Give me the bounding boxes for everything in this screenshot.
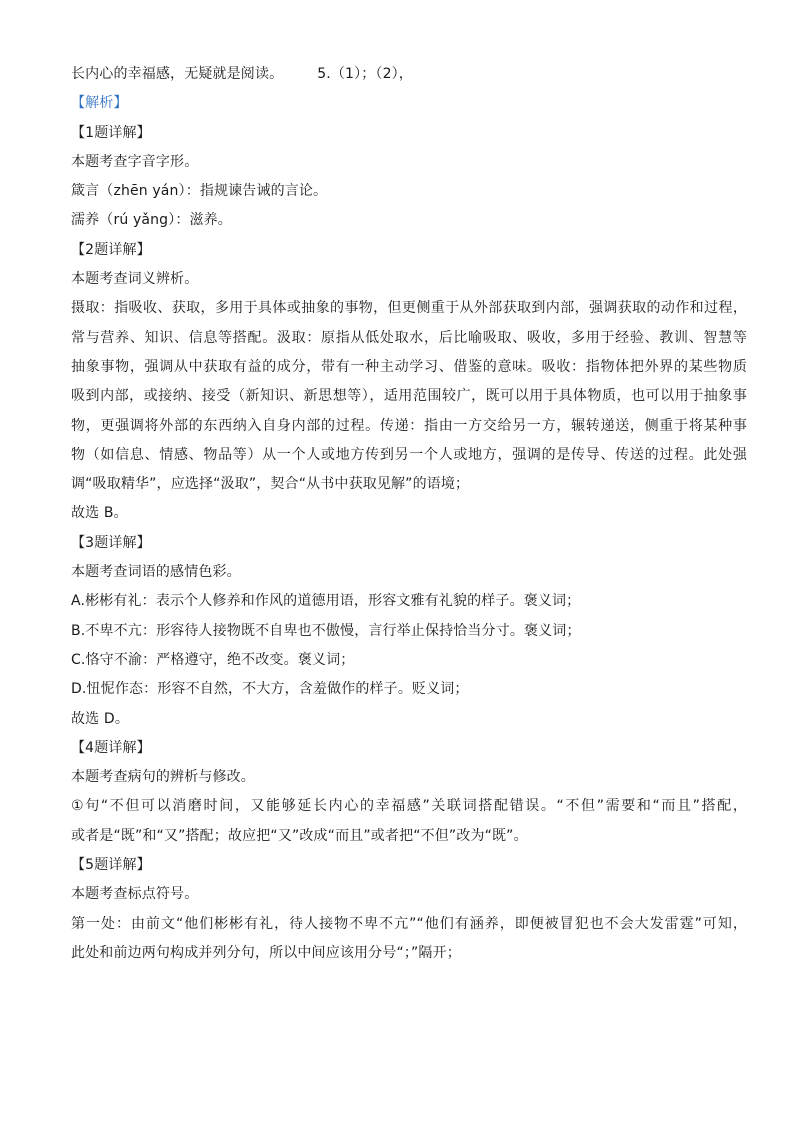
paragraph-line: 吸到内部，或接纳、接受（新知识、新思想等），适用范围较广，既可以用于具体物质，也可以用于抽象事 [71, 388, 747, 405]
paragraph-line: 调“吸取精华”，应选择“汲取”，契合“从书中获取见解”的语境； [71, 476, 470, 493]
answer-text: 长内心的幸福感，无疑就是阅读。 [71, 66, 284, 82]
section-heading-q5: 【5题详解】 [71, 857, 151, 874]
paragraph-line: 本题考查字音字形。 [71, 153, 199, 170]
section-heading-q2: 【2题详解】 [71, 241, 151, 258]
paragraph-line: 抽象事物，强调从中获取有益的成分，带有一种主动学习、借鉴的意味。吸收：指物体把外界的某些物质 [71, 358, 747, 375]
section-heading-q4: 【4题详解】 [71, 739, 151, 756]
section-heading-q1: 【1题详解】 [71, 124, 151, 141]
paragraph-line: 物（如信息、情感、物品等）从一个人或地方传到另一个人或地方，强调的是传导、传送的过程。此处强 [71, 446, 747, 463]
paragraph-line: 常与营养、知识、信息等搭配。汲取：原指从低处取水，后比喻吸取、吸收，多用于经验、教训、智慧等 [71, 329, 747, 346]
option-c-line: C.恪守不渝：严格遵守，绝不改变。褒义词； [71, 651, 355, 668]
answer-line [71, 60, 747, 89]
option-b-line: B.不卑不亢：形容待人接物既不自卑也不傲慢，言行举止保持恰当分寸。褒义词； [71, 622, 581, 639]
paragraph-line: 故选 B。 [71, 505, 128, 522]
paragraph-line: 第一处：由前文“他们彬彬有礼，待人接物不卑不亢”“他们有涵养，即便被冒犯也不会大发雷霆”可知， [71, 915, 747, 932]
paragraph-line: 此处和前边两句构成并列分句，所以中间应该用分号“；”隔开； [71, 944, 461, 961]
paragraph-line: 本题考查词语的感情色彩。 [71, 564, 241, 581]
paragraph-line: 摄取：指吸收、获取，多用于具体或抽象的事物，但更侧重于从外部获取到内部，强调获取的动作和过程， [71, 300, 747, 317]
paragraph-line: 物，更强调将外部的东西纳入自身内部的过程。传递：指由一方交给另一方，辗转递送，侧重于将某种事 [71, 417, 747, 434]
paragraph-line: 濡养（rú yǎng）：滋养。 [71, 212, 232, 229]
paragraph-line: 或者是“既”和“又”搭配；故应把“又”改成“而且”或者把“不但”改为“既”。 [71, 827, 528, 844]
paragraph-line: ①句“不但可以消磨时间，又能够延长内心的幸福感”关联词搭配错误。“不但”需要和“而且”搭配， [71, 798, 747, 815]
paragraph-line: 本题考查标点符号。 [71, 886, 199, 903]
paragraph-line: 本题考查词义辨析。 [71, 271, 199, 288]
option-d-line: D.忸怩作态：形容不自然，不大方，含羞做作的样子。贬义词； [71, 681, 469, 698]
paragraph-line: 箴言（zhēn yán）：指规谏告诫的言论。 [71, 183, 328, 200]
paragraph-line: 本题考查病句的辨析与修改。 [71, 769, 255, 786]
paragraph-line: 故选 D。 [71, 710, 129, 727]
section-heading-q3: 【3题详解】 [71, 534, 151, 551]
document-page [71, 60, 747, 968]
analysis-heading: 【解析】 [71, 95, 128, 112]
option-a-line: A.彬彬有礼：表示个人修养和作风的道德用语，形容文雅有礼貌的样子。褒义词； [71, 593, 581, 610]
answer-item-5: 5.（1）；（2）， [317, 66, 413, 82]
